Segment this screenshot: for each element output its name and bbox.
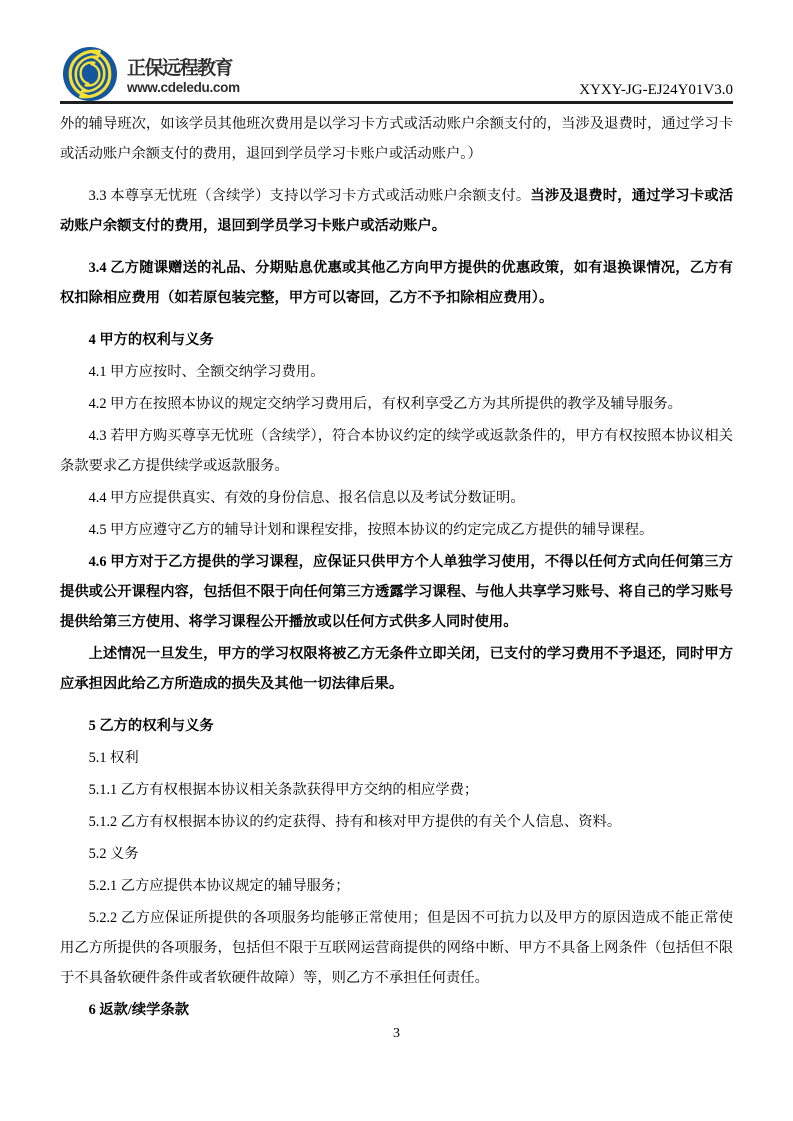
paragraph-run: 4.2 甲方在按照本协议的规定交纳学习费用后，有权利享受乙方为其所提供的教学及辅导服务。 — [88, 396, 682, 412]
contract-paragraph — [60, 807, 733, 837]
contract-paragraph — [60, 515, 733, 545]
paragraph-run: 5.2.2 乙方应保证所提供的各项服务均能够正常使用；但是因不可抗力以及甲方的原因造成不能正常使用乙方所提供的各项服务，包括但不限于互联网运营商提供的网络中断、甲方不具备上网条件（包括但不限于不具备软硬件条件或者软硬件故障）等，则乙方不承担任何责任。 — [60, 910, 733, 986]
paragraph-run: 5.2.1 乙方应提供本协议规定的辅导服务； — [88, 878, 350, 894]
contract-paragraph — [60, 421, 733, 481]
paragraph-run: 5.1 权利 — [88, 750, 139, 766]
contract-paragraph — [60, 253, 733, 313]
contract-paragraph — [60, 639, 733, 699]
header-divider — [60, 101, 733, 104]
paragraph-run: 3.3 本尊享无忧班（含续学）支持以学习卡方式或活动账户余额支付。 — [88, 188, 531, 204]
paragraph-run: 5.1.1 乙方有权根据本协议相关条款获得甲方交纳的相应学费； — [88, 782, 479, 798]
contract-paragraph — [60, 547, 733, 637]
paragraph-run-bold: 当涉及退费时，通过学习卡或活动账户余额支付的费用，退回到学员学习卡账户或活动账户。 — [60, 188, 733, 234]
page-number: 3 — [393, 1026, 400, 1041]
paragraph-run-bold: 5 乙方的权利与义务 — [88, 718, 214, 734]
contract-paragraph — [60, 903, 733, 993]
contract-paragraph — [60, 109, 733, 169]
brand-name: 正保远程教育 — [127, 58, 233, 79]
contract-paragraph — [60, 871, 733, 901]
paragraph-run: 5.1.2 乙方有权根据本协议的约定获得、持有和核对甲方提供的有关个人信息、资料。 — [88, 814, 622, 830]
paragraph-run-bold: 3.4 乙方随课赠送的礼品、分期贴息优惠或其他乙方向甲方提供的优惠政策，如有退换课情况，乙方有权扣除相应费用（如若原包装完整，甲方可以寄回，乙方不予扣除相应费用）。 — [60, 260, 733, 306]
section-heading — [60, 711, 733, 741]
document-body — [60, 109, 733, 1025]
contract-paragraph — [60, 181, 733, 241]
paragraph-run: 4.5 甲方应遵守乙方的辅导计划和课程安排，按照本协议的约定完成乙方提供的辅导课程。 — [88, 522, 654, 538]
paragraph-run-bold: 6 返款/续学条款 — [88, 1002, 190, 1018]
paragraph-run: 4.4 甲方应提供真实、有效的身份信息、报名信息以及考试分数证明。 — [88, 490, 525, 506]
contract-paragraph — [60, 839, 733, 869]
paragraph-run: 4.1 甲方应按时、全额交纳学习费用。 — [88, 364, 325, 380]
contract-paragraph — [60, 775, 733, 805]
section-heading — [60, 995, 733, 1025]
paragraph-run-bold: 4.6 甲方对于乙方提供的学习课程，应保证只供甲方个人单独学习使用，不得以任何方式向任何第三方提供或公开课程内容，包括但不限于向任何第三方透露学习课程、与他人共享学习账号、将自己的学习账号提供给第三方使用、将学习课程公开播放或以任何方式供多人同时使用。 — [60, 554, 733, 630]
swirl-globe-icon — [62, 46, 118, 102]
paragraph-run-bold: 上述情况一旦发生，甲方的学习权限将被乙方无条件立即关闭，已支付的学习费用不予退还，同时甲方应承担因此给乙方所造成的损失及其他一切法律后果。 — [60, 646, 733, 692]
paragraph-run-bold: 4 甲方的权利与义务 — [88, 332, 214, 348]
contract-paragraph — [60, 357, 733, 387]
brand-url: www.cdeledu.com — [127, 80, 240, 95]
paragraph-run: 外的辅导班次，如该学员其他班次费用是以学习卡方式或活动账户余额支付的，当涉及退费时，通过学习卡或活动账户余额支付的费用，退回到学员学习卡账户或活动账户。） — [60, 116, 733, 162]
brand-text-block — [127, 52, 240, 96]
contract-paragraph — [60, 743, 733, 773]
section-heading — [60, 325, 733, 355]
document-code: XYXY-JG-EJ24Y01V3.0 — [579, 82, 733, 98]
contract-paragraph — [60, 483, 733, 513]
contract-paragraph — [60, 389, 733, 419]
header-logo — [62, 46, 240, 102]
paragraph-run: 4.3 若甲方购买尊享无忧班（含续学），符合本协议约定的续学或返款条件的，甲方有权按照本协议相关条款要求乙方提供续学或返款服务。 — [60, 428, 733, 474]
paragraph-run: 5.2 义务 — [88, 846, 139, 862]
